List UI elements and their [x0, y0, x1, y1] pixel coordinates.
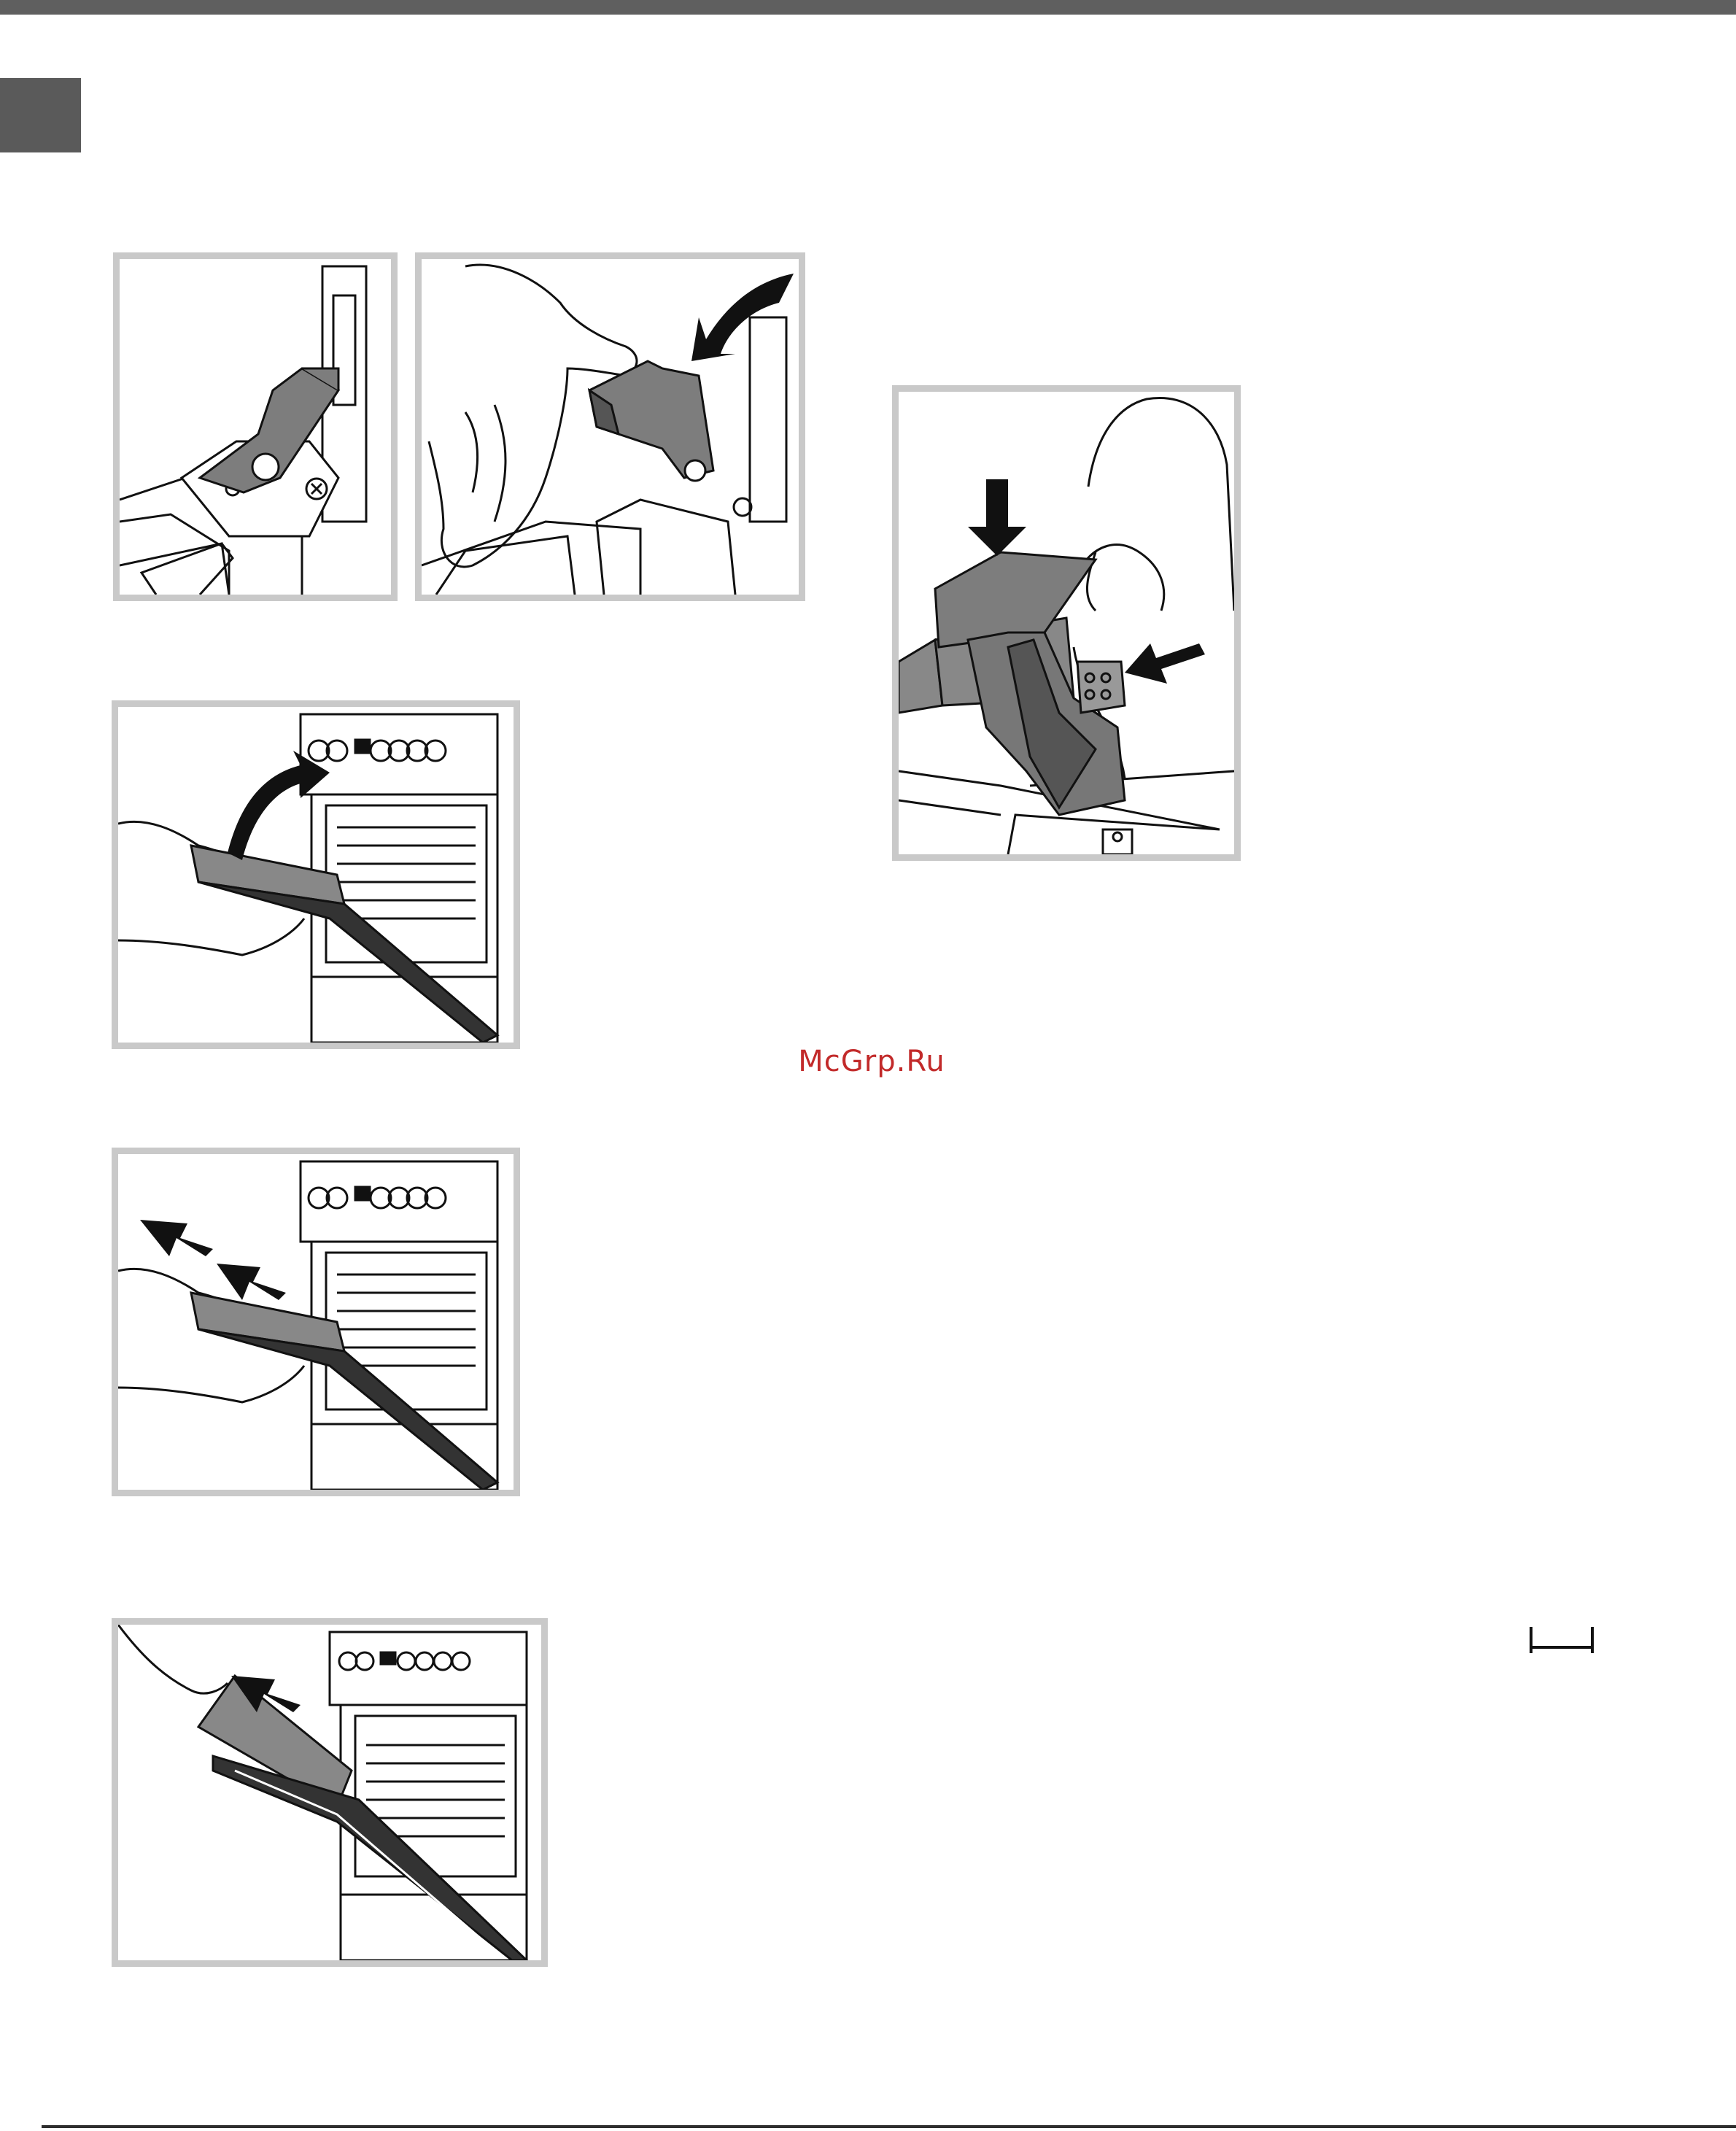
door-glass-slide-out-illustration	[118, 1625, 541, 1960]
watermark-text: McGrp.Ru	[798, 1045, 945, 1078]
arrow-icon	[968, 479, 1026, 556]
figure-door-remove	[112, 1148, 520, 1496]
door-lift-off-illustration	[118, 707, 514, 1043]
bracket-gap-icon	[1528, 1625, 1595, 1655]
door-remove-illustration	[118, 1154, 514, 1490]
figure-hinge-lever-closed	[113, 252, 398, 601]
hinge-lever-press-illustration	[422, 259, 799, 595]
arrow-icon	[140, 1220, 213, 1256]
arrow-icon	[217, 1264, 286, 1300]
door-trim-clip-illustration	[899, 392, 1234, 854]
arrow-icon	[1125, 643, 1205, 684]
figure-door-glass-slide-out	[112, 1618, 548, 1967]
figure-door-trim-clip	[892, 385, 1241, 861]
figure-hinge-lever-press	[415, 252, 805, 601]
figure-door-lift-off	[112, 700, 520, 1049]
bottom-rule	[42, 2125, 1736, 2128]
hinge-lever-closed-illustration	[120, 259, 391, 595]
page-side-tab	[0, 78, 81, 152]
top-bar	[0, 0, 1736, 15]
